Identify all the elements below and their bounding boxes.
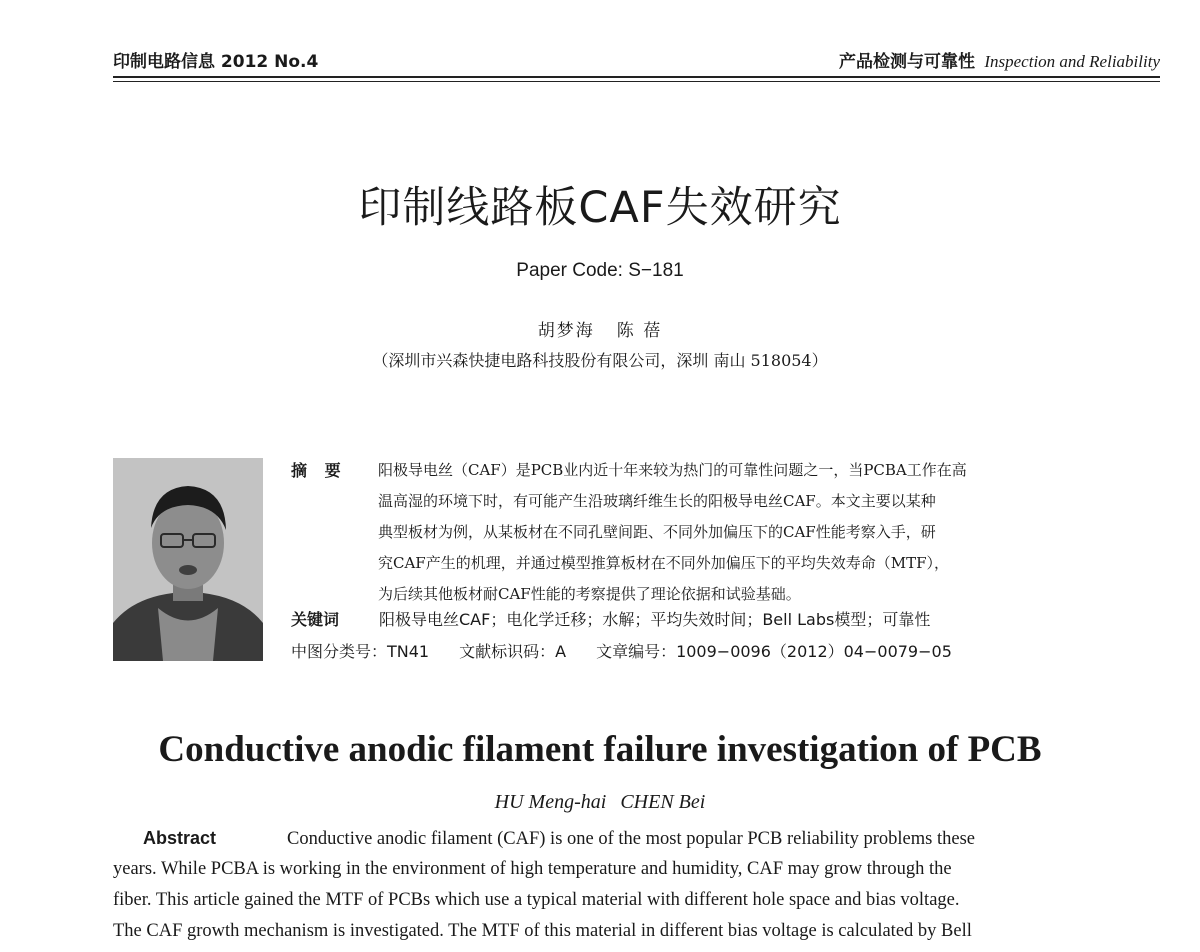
abstract-en-label: Abstract xyxy=(143,828,217,848)
paper-title-en: Conductive anodic filament failure investigation of PCB xyxy=(158,729,1042,770)
abstract-cn-line: 为后续其他板材耐CAF性能的考察提供了理论依据和试验基础。 xyxy=(378,585,801,603)
abstract-cn-label: 摘 要 xyxy=(291,461,347,480)
authors-cn xyxy=(0,316,1200,341)
abstract-en xyxy=(113,824,1113,948)
author-photo xyxy=(113,458,263,661)
keywords-row xyxy=(291,607,930,630)
author-cn: 胡梦海 xyxy=(537,321,595,341)
authors-en xyxy=(0,791,1200,814)
abstract-en-line: fiber. This article gained the MTF of PCBs which use a typical material with different hole space and bias voltage. xyxy=(113,890,960,910)
paper-title-cn: 印制线路板CAF失效研究 xyxy=(358,183,842,233)
keywords-text: 阳极导电丝CAF；电化学迁移；水解；平均失效时间；Bell Labs模型；可靠性 xyxy=(379,610,931,629)
section-title-cn: 产品检测与可靠性 xyxy=(838,52,975,72)
journal-header: 印制电路信息 2012 No.4 xyxy=(113,52,319,72)
abstract-en-line: The CAF growth mechanism is investigated. The MTF of this material in different bias voltage is calculated by Bell xyxy=(113,921,972,941)
keywords-label: 关键词 xyxy=(291,610,340,629)
author-en: HU Meng-hai xyxy=(494,791,607,813)
section-title-en: Inspection and Reliability xyxy=(984,52,1160,71)
header-rule-thin xyxy=(113,81,1160,82)
header-rule-thick xyxy=(113,76,1160,78)
clc-number: 中图分类号：TN41 xyxy=(291,642,430,661)
abstract-en-first-line: Conductive anodic filament (CAF) is one of the most popular PCB reliability problems these xyxy=(287,829,975,849)
abstract-cn-line: 阳极导电丝（CAF）是PCB业内近十年来较为热门的可靠性问题之一，当PCBA工作在高 xyxy=(378,461,967,479)
section-header xyxy=(839,47,1160,72)
author-en: CHEN Bei xyxy=(620,791,706,813)
document-code: 文献标识码：A xyxy=(459,642,567,661)
author-cn: 陈 蓓 xyxy=(616,321,663,341)
abstract-en-line xyxy=(113,824,1113,855)
paper-code: Paper Code: S−181 xyxy=(516,260,684,281)
abstract-cn-line: 究CAF产生的机理，并通过模型推算板材在不同外加偏压下的平均失效寿命（MTF）， xyxy=(378,554,949,572)
article-number: 文章编号：1009−0096（2012）04−0079−05 xyxy=(596,642,952,661)
affiliation-cn: （深圳市兴森快捷电路科技股份有限公司，深圳 南山 518054） xyxy=(372,351,828,370)
abstract-cn-line: 典型板材为例，从某板材在不同孔壁间距、不同外加偏压下的CAF性能考察入手，研 xyxy=(378,523,936,541)
abstract-en-line: years. While PCBA is working in the environment of high temperature and humidity, CAF may grow through the xyxy=(113,859,952,879)
classification-row xyxy=(291,639,982,662)
abstract-cn-text xyxy=(378,456,1078,611)
abstract-cn-line: 温高湿的环境下时，有可能产生沿玻璃纤维生长的阳极导电丝CAF。本文主要以某种 xyxy=(378,492,936,510)
